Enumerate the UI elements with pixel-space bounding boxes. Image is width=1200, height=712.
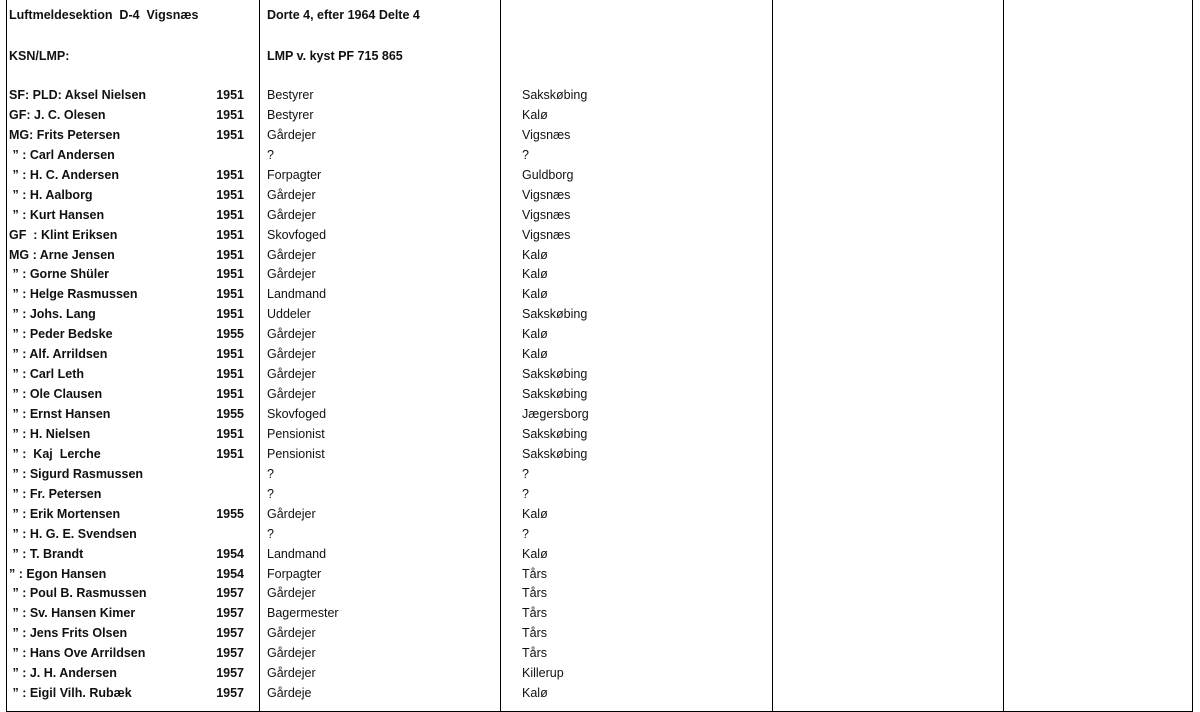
place-cell: Guldborg xyxy=(522,167,574,182)
ksn-label: KSN/LMP: xyxy=(9,49,70,63)
occupation-cell: Gårdejer xyxy=(267,586,316,601)
person-name: ” : Ernst Hansen xyxy=(9,407,111,421)
occupation-cell: Gårdejer xyxy=(267,127,316,142)
occupation-cell: Gårdejer xyxy=(267,506,316,521)
person-name: ” : T. Brandt xyxy=(9,546,84,561)
table-row xyxy=(7,386,1193,406)
occupation-cell: Gårdejer xyxy=(267,666,316,681)
person-name: SF: PLD: Aksel Nielsen xyxy=(9,88,147,102)
occupation-cell: Gårdejer xyxy=(267,626,316,641)
table-row xyxy=(7,87,1193,107)
table-row xyxy=(7,605,1193,625)
table-row xyxy=(7,286,1193,306)
year-cell: 1957 xyxy=(216,586,244,601)
occupation-cell: ? xyxy=(267,486,274,501)
place-cell: Tårs xyxy=(522,566,547,581)
occupation-cell: Landmand xyxy=(267,546,327,561)
place-cell: Kalø xyxy=(522,247,548,262)
person-name: ” : Alf. Arrildsen xyxy=(9,347,108,362)
section-title: Luftmeldesektion D-4 Vigsnæs xyxy=(9,8,199,22)
person-name: ” : Kaj Lerche xyxy=(9,446,101,461)
place-cell: ? xyxy=(522,147,529,162)
year-cell: 1951 xyxy=(216,387,244,402)
occupation-cell: Skovfoged xyxy=(267,227,327,242)
place-cell: Kalø xyxy=(522,506,548,521)
year-cell: 1951 xyxy=(216,247,244,262)
location-note: Dorte 4, efter 1964 Delte 4 xyxy=(267,8,420,22)
person-name: ” : H. Nielsen xyxy=(9,426,91,441)
table-row xyxy=(7,625,1193,645)
place-cell: Tårs xyxy=(522,586,547,601)
person-name: ” : Carl Andersen xyxy=(9,147,115,162)
table-row xyxy=(7,167,1193,187)
occupation-cell: Forpagter xyxy=(267,566,322,581)
year-cell: 1957 xyxy=(216,626,244,641)
table-row xyxy=(7,306,1193,326)
place-cell: ? xyxy=(522,486,529,501)
person-name: MG: Frits Petersen xyxy=(9,127,121,142)
table-row xyxy=(7,346,1193,366)
occupation-cell: Gårdejer xyxy=(267,207,316,222)
occupation-cell: Gårdejer xyxy=(267,327,316,342)
person-name: ” : H. Aalborg xyxy=(9,187,93,202)
place-cell: Kalø xyxy=(522,686,548,701)
table-row xyxy=(7,187,1193,207)
occupation-cell: Forpagter xyxy=(267,167,322,182)
place-cell: Vigsnæs xyxy=(522,187,571,202)
table-row xyxy=(7,147,1193,167)
occupation-cell: Gårdejer xyxy=(267,267,316,282)
occupation-cell: Bagermester xyxy=(267,606,339,621)
year-cell: 1955 xyxy=(216,506,244,521)
table-row xyxy=(7,446,1193,466)
year-cell: 1951 xyxy=(216,426,244,441)
person-name: ” : Peder Bedske xyxy=(9,327,113,342)
place-cell: Kalø xyxy=(522,287,548,302)
place-cell: Kalø xyxy=(522,347,548,362)
place-cell: Sakskøbing xyxy=(522,387,588,402)
place-cell: Tårs xyxy=(522,626,547,641)
table-row xyxy=(7,426,1193,446)
place-cell: Kalø xyxy=(522,546,548,561)
year-cell: 1957 xyxy=(216,686,244,701)
person-name: ” : Carl Leth xyxy=(9,367,85,382)
occupation-cell: Skovfoged xyxy=(267,407,327,421)
place-cell: ? xyxy=(522,466,529,481)
place-cell: Sakskøbing xyxy=(522,446,588,461)
place-cell: Sakskøbing xyxy=(522,307,588,322)
person-name: ” : H. G. E. Svendsen xyxy=(9,526,137,541)
person-name: ” : Erik Mortensen xyxy=(9,506,121,521)
year-cell: 1957 xyxy=(216,646,244,661)
year-cell: 1955 xyxy=(216,327,244,342)
occupation-cell: Uddeler xyxy=(267,307,311,322)
table-row xyxy=(7,486,1193,506)
personnel-list xyxy=(7,87,1193,705)
place-cell: Kalø xyxy=(522,107,548,122)
table-row xyxy=(7,127,1193,147)
place-cell: Kalø xyxy=(522,327,548,342)
year-cell: 1955 xyxy=(216,407,244,421)
year-cell: 1951 xyxy=(216,107,244,122)
place-cell: ? xyxy=(522,526,529,541)
table-row xyxy=(7,526,1193,546)
person-name: GF: J. C. Olesen xyxy=(9,107,106,122)
occupation-cell: Pensionist xyxy=(267,426,325,441)
year-cell: 1951 xyxy=(216,287,244,302)
table-row xyxy=(7,585,1193,605)
person-name: ” : H. C. Andersen xyxy=(9,167,119,182)
occupation-cell: Gårdejer xyxy=(267,347,316,362)
year-cell: 1951 xyxy=(216,267,244,282)
table-row xyxy=(7,546,1193,566)
occupation-cell: ? xyxy=(267,526,274,541)
person-name: ” : Ole Clausen xyxy=(9,387,103,402)
place-cell: Vigsnæs xyxy=(522,127,571,142)
table-row xyxy=(7,685,1193,705)
table-row xyxy=(7,107,1193,127)
table-row xyxy=(7,466,1193,486)
person-name: ” : Sv. Hansen Kimer xyxy=(9,606,136,621)
place-cell: Tårs xyxy=(522,606,547,621)
table-row xyxy=(7,266,1193,286)
occupation-cell: Landmand xyxy=(267,287,327,302)
year-cell: 1951 xyxy=(216,88,244,102)
place-cell: Tårs xyxy=(522,646,547,661)
table-row xyxy=(7,506,1193,526)
year-cell: 1957 xyxy=(216,606,244,621)
place-cell: Sakskøbing xyxy=(522,367,588,382)
year-cell: 1951 xyxy=(216,347,244,362)
table-row xyxy=(7,366,1193,386)
year-cell: 1951 xyxy=(216,307,244,322)
occupation-cell: Gårdejer xyxy=(267,646,316,661)
table-row xyxy=(7,665,1193,685)
year-cell: 1951 xyxy=(216,127,244,142)
place-cell: Vigsnæs xyxy=(522,227,571,242)
occupation-cell: Pensionist xyxy=(267,446,325,461)
occupation-cell: Gårdejer xyxy=(267,367,316,382)
occupation-cell: Gårdeje xyxy=(267,686,312,701)
place-cell: Kalø xyxy=(522,267,548,282)
document-table xyxy=(6,0,1193,712)
person-name: ” : Gorne Shüler xyxy=(9,267,110,282)
occupation-cell: Gårdejer xyxy=(267,247,316,262)
person-name: MG : Arne Jensen xyxy=(9,247,115,262)
year-cell: 1957 xyxy=(216,666,244,681)
person-name: ” : Egon Hansen xyxy=(9,566,107,581)
person-name: ” : Helge Rasmussen xyxy=(9,287,138,302)
table-row xyxy=(7,227,1193,247)
place-cell: Sakskøbing xyxy=(522,426,588,441)
person-name: ” : Poul B. Rasmussen xyxy=(9,586,147,601)
place-cell: Sakskøbing xyxy=(522,88,588,102)
lmp-note: LMP v. kyst PF 715 865 xyxy=(267,49,403,63)
year-cell: 1954 xyxy=(216,566,244,581)
year-cell: 1951 xyxy=(216,227,244,242)
person-name: ” : Sigurd Rasmussen xyxy=(9,466,144,481)
person-name: ” : Johs. Lang xyxy=(9,307,96,322)
place-cell: Killerup xyxy=(522,666,564,681)
person-name: ” : Kurt Hansen xyxy=(9,207,105,222)
table-row xyxy=(7,566,1193,586)
person-name: ” : Eigil Vilh. Rubæk xyxy=(9,686,132,701)
year-cell: 1954 xyxy=(216,546,244,561)
table-row xyxy=(7,326,1193,346)
occupation-cell: ? xyxy=(267,466,274,481)
person-name: ” : J. H. Andersen xyxy=(9,666,117,681)
table-row xyxy=(7,645,1193,665)
table-row xyxy=(7,406,1193,426)
place-cell: Jægersborg xyxy=(522,407,589,421)
year-cell: 1951 xyxy=(216,167,244,182)
year-cell: 1951 xyxy=(216,187,244,202)
occupation-cell: ? xyxy=(267,147,274,162)
person-name: GF : Klint Eriksen xyxy=(9,227,118,242)
occupation-cell: Gårdejer xyxy=(267,187,316,202)
year-cell: 1951 xyxy=(216,446,244,461)
table-row xyxy=(7,207,1193,227)
person-name: ” : Hans Ove Arrildsen xyxy=(9,646,146,661)
year-cell: 1951 xyxy=(216,207,244,222)
person-name: ” : Fr. Petersen xyxy=(9,486,102,501)
year-cell: 1951 xyxy=(216,367,244,382)
occupation-cell: Bestyrer xyxy=(267,88,314,102)
occupation-cell: Bestyrer xyxy=(267,107,314,122)
table-row xyxy=(7,247,1193,267)
occupation-cell: Gårdejer xyxy=(267,387,316,402)
place-cell: Vigsnæs xyxy=(522,207,571,222)
person-name: ” : Jens Frits Olsen xyxy=(9,626,128,641)
